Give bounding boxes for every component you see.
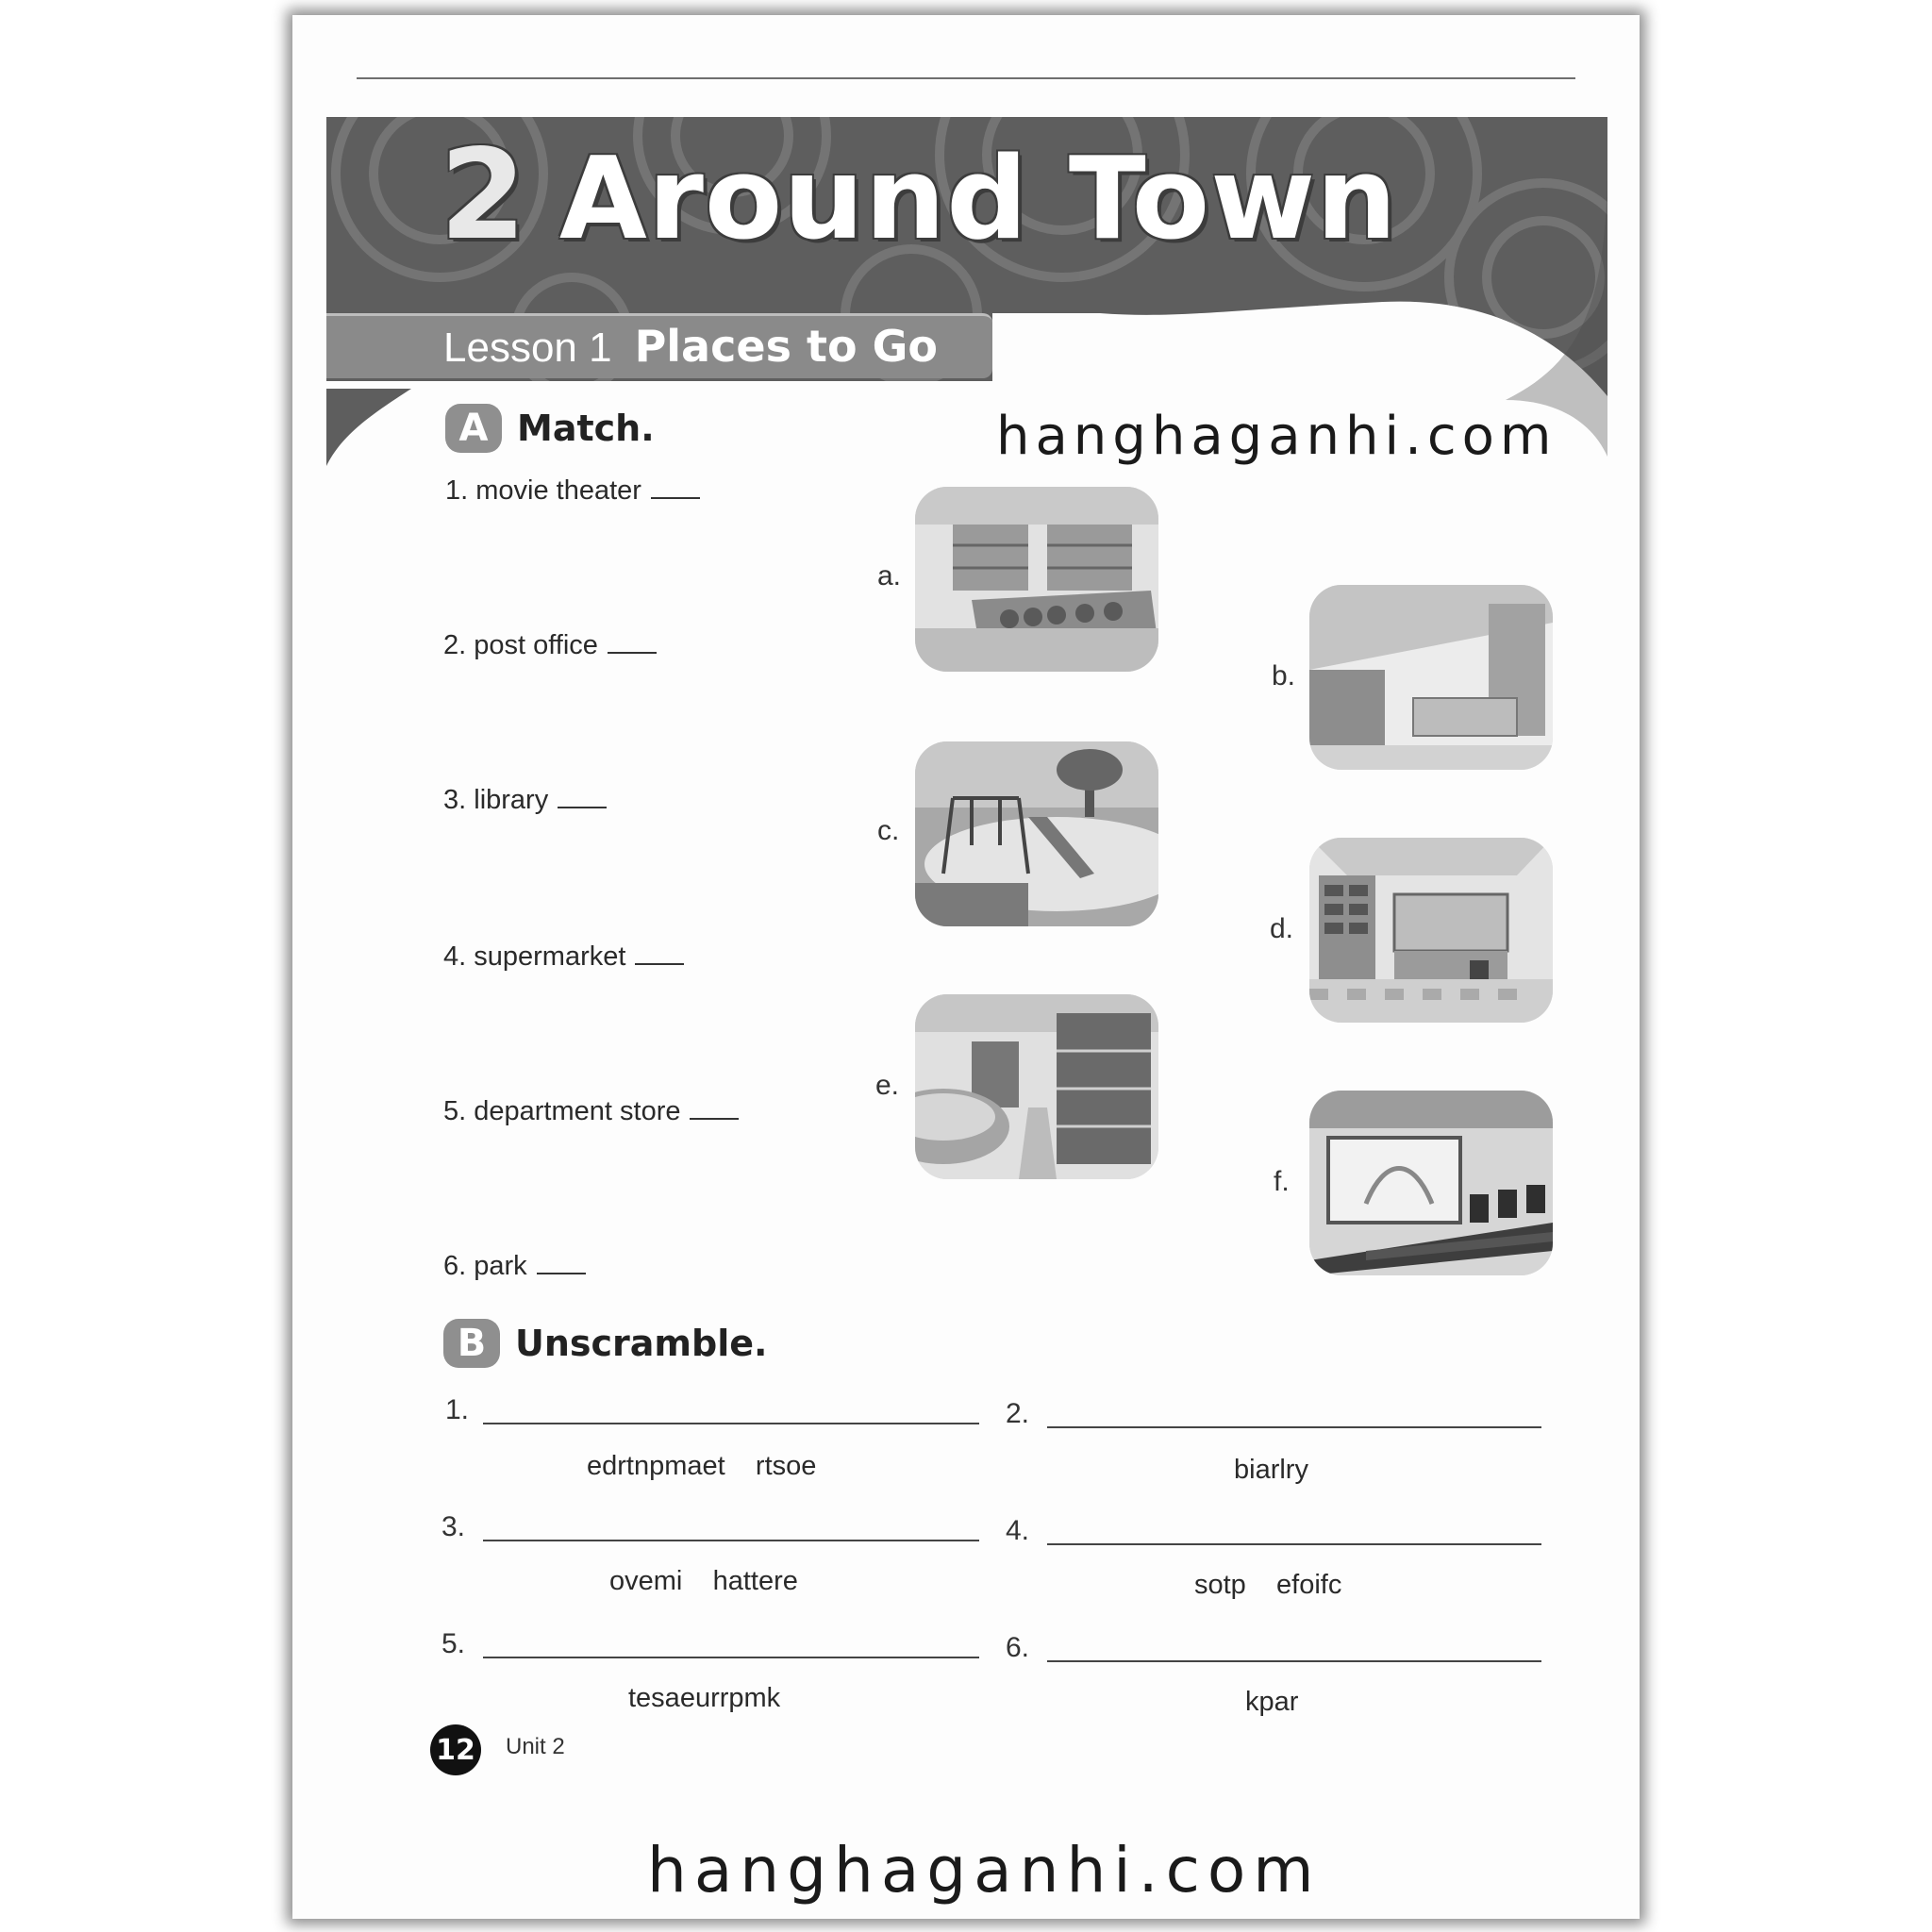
match-item-1: 1. movie theater (445, 475, 700, 507)
match-item-4: 4. supermarket (443, 941, 684, 973)
scrambled-word-5: tesaeurrpmk (628, 1683, 781, 1713)
answer-blank[interactable] (635, 962, 684, 965)
answer-blank[interactable] (558, 806, 607, 808)
answer-blank[interactable] (608, 651, 657, 654)
answer-line-5[interactable] (483, 1657, 979, 1658)
unscramble-number-2: 2. (1006, 1398, 1030, 1429)
picture-label-c: c. (877, 815, 900, 846)
answer-line-6[interactable] (1047, 1660, 1541, 1662)
unscramble-number-1: 1. (445, 1394, 470, 1425)
watermark-bottom: hanghaganhi.com (647, 1834, 1322, 1907)
answer-line-3[interactable] (483, 1540, 979, 1541)
section-b-heading (443, 1319, 767, 1368)
section-b-title: Unscramble. (515, 1323, 768, 1364)
picture-label-e: e. (875, 1070, 900, 1101)
section-a-heading (445, 404, 655, 453)
supermarket-picture (915, 487, 1158, 672)
scrambled-word-6: kpar (1245, 1687, 1299, 1717)
scrambled-word-4: sotp efoifc (1194, 1570, 1342, 1600)
section-b-badge: B (443, 1319, 500, 1368)
unscramble-number-4: 4. (1006, 1515, 1030, 1546)
picture-label-b: b. (1272, 660, 1296, 691)
section-a-badge: A (445, 404, 502, 453)
lesson-heading (443, 321, 938, 372)
post-office-picture (1309, 838, 1553, 1023)
answer-line-1[interactable] (483, 1423, 979, 1424)
unscramble-number-6: 6. (1006, 1632, 1030, 1663)
match-item-3: 3. library (443, 785, 607, 816)
answer-blank[interactable] (651, 496, 700, 499)
lesson-title: Places to Go (634, 321, 938, 372)
lesson-label: Lesson 1 (443, 325, 612, 371)
scrambled-word-3: ovemi hattere (609, 1566, 798, 1596)
picture-label-d: d. (1270, 913, 1294, 944)
picture-label-f: f. (1274, 1166, 1290, 1197)
match-item-6: 6. park (443, 1251, 586, 1282)
scrambled-word-1: edrtnpmaet rtsoe (587, 1451, 817, 1481)
unit-number: 2 (440, 123, 527, 268)
section-a-title: Match. (517, 408, 655, 449)
unit-footer-label: Unit 2 (506, 1734, 565, 1759)
answer-blank[interactable] (690, 1117, 739, 1120)
movie-theater-picture (1309, 1091, 1553, 1275)
answer-line-2[interactable] (1047, 1426, 1541, 1428)
answer-blank[interactable] (537, 1272, 586, 1274)
page-number: 12 (430, 1724, 481, 1775)
match-item-5: 5. department store (443, 1096, 739, 1127)
watermark-top: hanghaganhi.com (996, 406, 1557, 467)
unit-title (440, 123, 1398, 268)
picture-label-a: a. (877, 560, 902, 591)
unit-title-text: Around Town (558, 134, 1398, 265)
library-picture (915, 994, 1158, 1179)
top-rule (357, 77, 1575, 79)
unscramble-number-3: 3. (441, 1511, 466, 1542)
answer-line-4[interactable] (1047, 1543, 1541, 1545)
unscramble-number-5: 5. (441, 1628, 466, 1659)
department-store-picture (1309, 585, 1553, 770)
match-item-2: 2. post office (443, 630, 657, 661)
scrambled-word-2: biarlry (1234, 1455, 1308, 1485)
park-picture (915, 741, 1158, 926)
